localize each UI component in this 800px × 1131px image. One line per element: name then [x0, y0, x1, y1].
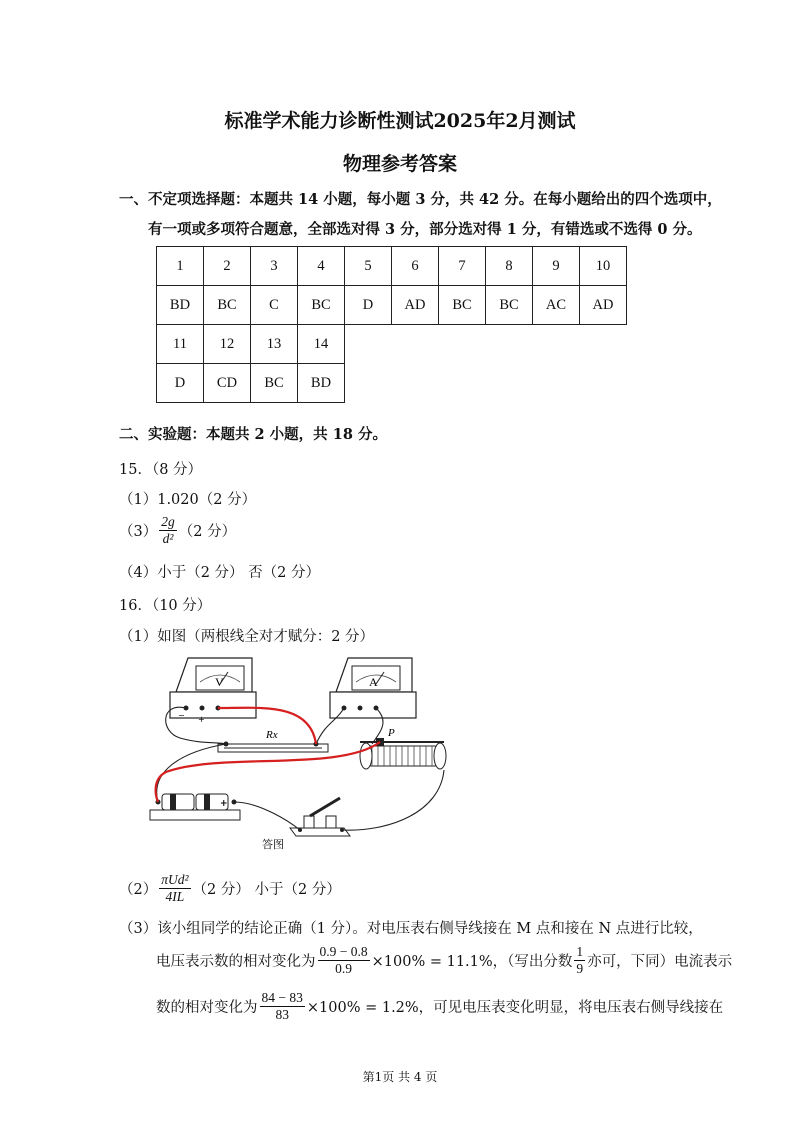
q16-part1: （1）如图（两根线全对才赋分：2 分）	[119, 629, 375, 645]
page-subtitle: 物理参考答案	[342, 153, 457, 175]
ammeter-label: A	[369, 675, 378, 689]
q16-part3-line3-text-a: 数的相对变化为	[156, 999, 258, 1016]
answer-cell-5: D	[345, 286, 392, 325]
question-number-cell-row2-1: 11	[157, 325, 204, 364]
answer-cell-4: BC	[298, 286, 345, 325]
answer-table-2	[156, 324, 345, 403]
answer-cell-row2-3: BC	[251, 364, 298, 403]
question-number-cell-8: 8	[486, 247, 533, 286]
q15-part4: （4）小于（2 分） 否（2 分）	[119, 565, 321, 581]
answer-cell-2: BC	[204, 286, 251, 325]
resistor-rx	[218, 729, 328, 752]
slider-label: P	[388, 727, 395, 739]
section2-heading: 二、实验题：本题共 2 小题，共 18 分。	[119, 426, 387, 443]
q15-header: 15．（8 分）	[119, 462, 203, 478]
answer-cell-7: BC	[439, 286, 486, 325]
answer-cell-10: AD	[580, 286, 627, 325]
svg-text:+: +	[198, 715, 205, 724]
q16-part3-line3	[156, 990, 723, 1022]
question-number-cell-3: 3	[251, 247, 298, 286]
switch	[290, 798, 350, 836]
answer-cell-row2-1: D	[157, 364, 204, 403]
q16-part3-fraction2-den: 9	[576, 960, 584, 976]
answer-cell-row2-4: BD	[298, 364, 345, 403]
question-number-cell-5: 5	[345, 247, 392, 286]
resistor-label: Rx	[266, 729, 278, 741]
q16-part2-rest: （2 分） 小于（2 分）	[192, 881, 341, 898]
q16-part3-line1: （3）该小组同学的结论正确（1 分）。对电压表右侧导线接在 M 点和接在 N 点进行比较，	[119, 921, 703, 937]
q16-part3-line2-text-b: ×100% = 11.1%，（写出分数	[371, 953, 573, 970]
q16-part3-fraction3	[260, 990, 305, 1022]
page-footer: 第1页 共 4 页	[362, 1070, 438, 1084]
answer-cell-6: AD	[392, 286, 439, 325]
answer-cell-8: BC	[486, 286, 533, 325]
question-number-cell-4: 4	[298, 247, 345, 286]
q15-part3-fraction	[159, 514, 177, 546]
voltmeter-label: V	[215, 675, 224, 689]
question-number-cell-9: 9	[533, 247, 580, 286]
q16-part2-fraction	[159, 872, 190, 904]
section1-heading-line2: 有一项或多项符合题意，全部选对得 3 分，部分选对得 1 分，有错选或不选得 0 分。	[148, 221, 702, 238]
q16-part3-line2-text-a: 电压表示数的相对变化为	[156, 953, 316, 970]
question-number-cell-row2-2: 12	[204, 325, 251, 364]
question-number-cell-6: 6	[392, 247, 439, 286]
q16-part3-fraction3-den: 83	[275, 1006, 289, 1022]
question-number-cell-7: 7	[439, 247, 486, 286]
q15-part3-label: （3）	[119, 523, 158, 540]
answer-cell-9: AC	[533, 286, 580, 325]
answer-table-1	[156, 246, 627, 325]
answer-cell-1: BD	[157, 286, 204, 325]
q16-part3-fraction1-num: 0.9 − 0.8	[319, 944, 368, 959]
section1-heading-line1: 一、不定项选择题：本题共 14 小题，每小题 3 分，共 42 分。在每小题给出的四个选项中，	[119, 191, 722, 208]
question-number-cell-row2-4: 14	[298, 325, 345, 364]
q15-part3-denominator: d²	[162, 530, 174, 546]
q16-part3-fraction3-num: 84 − 83	[261, 990, 303, 1005]
q15-part3-score: （2 分）	[178, 523, 237, 540]
q16-part3-line2-text-c: 亦可，下同）电流表示	[587, 953, 733, 970]
question-number-cell-row2-3: 13	[251, 325, 298, 364]
q16-part3-fraction2-num: 1	[576, 944, 584, 959]
q16-part3-fraction1	[318, 944, 370, 976]
q16-part3-fraction2	[574, 944, 585, 976]
answer-cell-3: C	[251, 286, 298, 325]
q16-part3-fraction1-den: 0.9	[335, 960, 352, 976]
q15-part3-numerator: 2g	[161, 514, 175, 529]
q16-part3-line2	[156, 944, 732, 976]
q16-part2	[119, 872, 341, 904]
q15-part3	[119, 514, 236, 546]
q16-part2-numerator: πUd²	[161, 872, 189, 887]
q16-header: 16．（10 分）	[119, 598, 212, 614]
figure-caption: 答图	[262, 838, 284, 851]
question-number-cell-10: 10	[580, 247, 627, 286]
q16-part3-line3-text-b: ×100% = 1.2%，可见电压表变化明显，将电压表右侧导线接在	[306, 999, 724, 1016]
svg-text:+: +	[220, 799, 228, 809]
question-number-cell-2: 2	[204, 247, 251, 286]
q16-part2-label: （2）	[119, 881, 158, 898]
circuit-figure	[140, 652, 460, 852]
svg-text:−: −	[178, 711, 185, 720]
voltmeter	[170, 658, 256, 724]
q16-part2-denominator: 4IL	[165, 888, 185, 904]
answer-cell-row2-2: CD	[204, 364, 251, 403]
rheostat	[360, 727, 446, 769]
battery	[150, 794, 240, 820]
page-title: 标准学术能力诊断性测试2025年2月测试	[224, 110, 576, 132]
question-number-cell-1: 1	[157, 247, 204, 286]
q15-part1: （1）1.020（2 分）	[119, 492, 257, 508]
